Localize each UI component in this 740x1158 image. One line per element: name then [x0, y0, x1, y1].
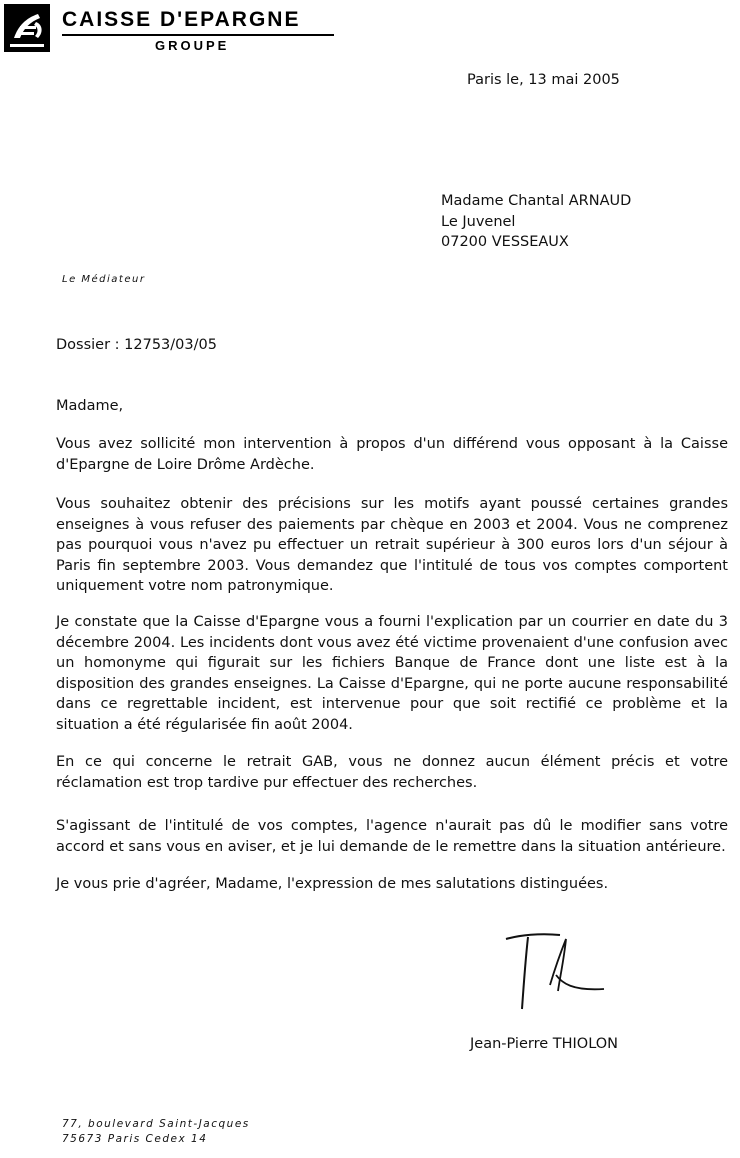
- brand-underline: [62, 34, 334, 36]
- caisse-epargne-logo-icon: [4, 4, 50, 52]
- salutation: Madame,: [56, 398, 124, 414]
- brand-group: GROUPE: [155, 38, 230, 53]
- brand-name: CAISSE D'EPARGNE: [62, 8, 301, 31]
- footer-address-city: 75673 Paris Cedex 14: [62, 1133, 208, 1145]
- recipient-name: Madame Chantal ARNAUD: [441, 193, 632, 209]
- sender-title: Le Médiateur: [62, 274, 146, 285]
- dossier-reference: Dossier : 12753/03/05: [56, 337, 217, 353]
- body-paragraph: Je constate que la Caisse d'Epargne vous a fourni l'explication par un courrier en date du 3 décembre 2004. Les incidents dont vous avez été victime provenaient d'une confusion avec un homonyme qui figurait sur les fichiers Banque de France dont une liste est à la disposition des grandes enseignes. La Caisse d'Epargne, qui ne porte aucune responsabilité dans ce regrettable incident, est intervenue pour que soit rectifié ce problème et la situation a été régularisée fin août 2004.: [56, 614, 728, 733]
- handwritten-signature-icon: [500, 925, 620, 1015]
- body-paragraph: S'agissant de l'intitulé de vos comptes, l'agence n'aurait pas dû le modifier sans votre accord et sans vous en aviser, et je lui demande de le remettre dans la situation antérieure.: [56, 818, 728, 855]
- letter-date: Paris le, 13 mai 2005: [467, 72, 620, 88]
- closing-paragraph: Je vous prie d'agréer, Madame, l'expression de mes salutations distinguées.: [56, 876, 609, 892]
- body-paragraph: En ce qui concerne le retrait GAB, vous ne donnez aucun élément précis et votre réclamation est trop tardive pur effectuer des recherches.: [56, 754, 728, 791]
- signer-name: Jean-Pierre THIOLON: [470, 1036, 619, 1052]
- recipient-street: Le Juvenel: [441, 214, 516, 230]
- body-paragraph: Vous souhaitez obtenir des précisions sur les motifs ayant poussé certaines grandes enseignes à vous refuser des paiements par chèque en 2003 et 2004. Vous ne comprenez pas pourquoi vous n'avez pu effectuer un retrait supérieur à 300 euros lors d'un séjour à Paris fin septembre 2003. Vous demandez que l'intitulé de tous vos comptes comportent uniquement votre nom patronymique.: [56, 496, 728, 594]
- body-paragraph: Vous avez sollicité mon intervention à propos d'un différend vous opposant à la Caisse d'Epargne de Loire Drôme Ardèche.: [56, 436, 728, 473]
- recipient-city: 07200 VESSEAUX: [441, 234, 569, 250]
- footer-address-street: 77, boulevard Saint-Jacques: [62, 1118, 250, 1130]
